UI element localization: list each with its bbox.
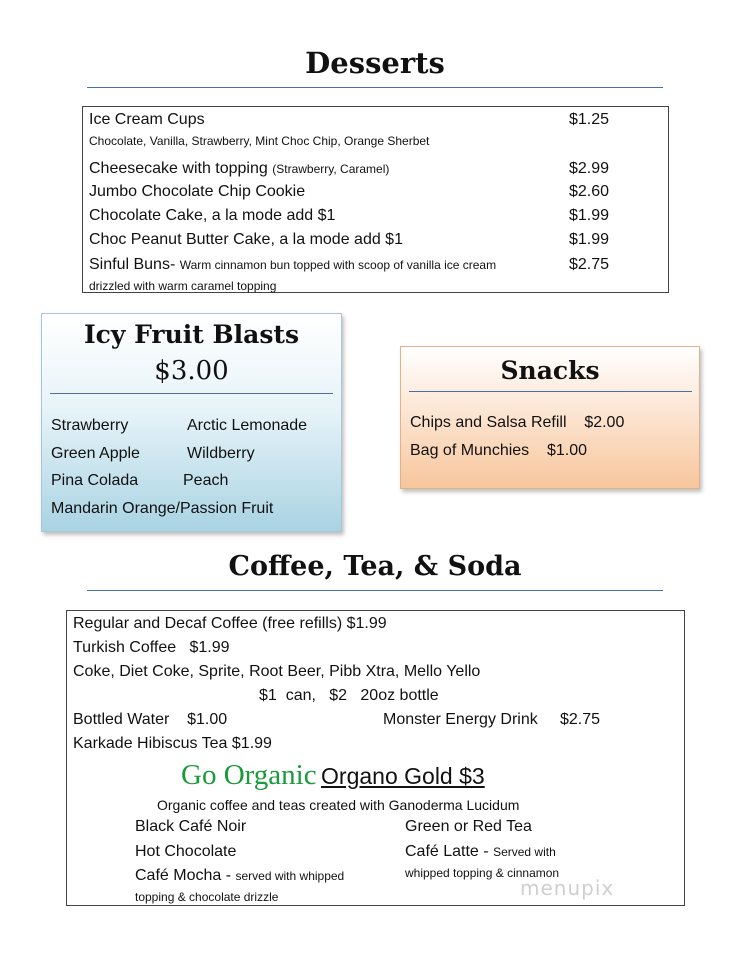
coffee-line: Karkade Hibiscus Tea $1.99 xyxy=(73,735,272,752)
coffee-line: Turkish Coffee $1.99 xyxy=(73,639,230,656)
organic-item-row xyxy=(405,842,556,862)
organic-item: Hot Chocolate xyxy=(135,843,237,860)
dessert-item-name: Choc Peanut Butter Cake, a la mode add $1 xyxy=(89,231,403,248)
organic-item-note: whipped topping & cinnamon xyxy=(405,866,560,880)
snack-item xyxy=(410,413,624,433)
icy-flavor: Strawberry xyxy=(51,417,129,434)
dessert-item-price: $1.25 xyxy=(569,111,610,128)
organic-item: Green or Red Tea xyxy=(405,818,532,835)
coffee-line: $1 can, $2 20oz bottle xyxy=(259,687,439,704)
coffee-box xyxy=(66,610,685,906)
snacks-panel xyxy=(400,346,700,489)
icy-flavor: Wildberry xyxy=(187,445,255,462)
icy-title: Icy Fruit Blasts xyxy=(83,320,300,349)
organic-item: Café Latte - xyxy=(405,843,489,860)
desserts-rule xyxy=(87,87,663,88)
dessert-item-row xyxy=(89,255,496,275)
organic-item: Café Mocha - xyxy=(135,867,232,884)
coffee-title: Coffee, Tea, & Soda xyxy=(228,551,522,582)
dessert-item-name: Sinful Buns- xyxy=(89,256,176,273)
organic-item-note: served with whipped xyxy=(235,869,345,883)
organic-heading xyxy=(181,759,485,792)
icy-flavor: Green Apple xyxy=(51,445,140,462)
snacks-rule xyxy=(409,391,692,392)
icy-rule xyxy=(50,393,333,394)
dessert-item-price: $1.99 xyxy=(569,207,610,224)
dessert-item-price: $1.99 xyxy=(569,231,610,248)
icy-flavor: Arctic Lemonade xyxy=(187,417,308,434)
coffee-line: Bottled Water $1.00 xyxy=(73,711,228,728)
snacks-title: Snacks xyxy=(500,356,600,385)
dessert-item-note: (Strawberry, Caramel) xyxy=(272,162,390,176)
organic-item: Black Café Noir xyxy=(135,818,247,835)
snack-item-price: $2.00 xyxy=(584,414,625,431)
icy-fruit-blasts-panel xyxy=(41,313,342,532)
organic-item-row xyxy=(135,866,344,886)
coffee-line: Monster Energy Drink $2.75 xyxy=(383,711,600,728)
dessert-item-name: Cheesecake with topping xyxy=(89,160,268,177)
organic-item-note: Served with xyxy=(493,845,556,859)
dessert-item-note: Warm cinnamon bun topped with scoop of vanilla ice cream xyxy=(179,258,497,272)
organo-gold-label: Organo Gold $3 xyxy=(321,763,485,789)
desserts-title: Desserts xyxy=(305,46,445,80)
dessert-item-price: $2.75 xyxy=(569,256,610,273)
icy-price: $3.00 xyxy=(154,356,229,386)
dessert-item-name: Chocolate Cake, a la mode add $1 xyxy=(89,207,336,224)
snack-item-name: Chips and Salsa Refill xyxy=(410,414,567,431)
coffee-line: Regular and Decaf Coffee (free refills) $1.99 xyxy=(73,615,387,632)
icy-flavor: Pina Colada xyxy=(51,472,139,489)
dessert-item-note: Chocolate, Vanilla, Strawberry, Mint Choc Chip, Orange Sherbet xyxy=(89,134,430,148)
snack-item-price: $1.00 xyxy=(546,442,588,459)
dessert-item-name: Ice Cream Cups xyxy=(89,111,205,128)
icy-flavor: Mandarin Orange/Passion Fruit xyxy=(51,500,274,517)
snack-item-name: Bag of Munchies xyxy=(410,442,530,459)
organic-description: Organic coffee and teas created with Ganoderma Lucidum xyxy=(157,797,520,813)
go-organic-label: Go Organic xyxy=(181,759,317,791)
watermark-logo: menupix xyxy=(520,876,615,900)
dessert-item-price: $2.99 xyxy=(569,160,610,177)
coffee-rule xyxy=(87,590,663,591)
desserts-box xyxy=(82,106,669,293)
coffee-line: Coke, Diet Coke, Sprite, Root Beer, Pibb Xtra, Mello Yello xyxy=(73,663,481,680)
dessert-item-price: $2.60 xyxy=(569,183,610,200)
organic-item-note: topping & chocolate drizzle xyxy=(135,890,279,904)
snack-item xyxy=(410,441,587,461)
icy-flavor: Peach xyxy=(183,472,229,489)
dessert-item-row xyxy=(89,159,389,179)
dessert-item-note: drizzled with warm caramel topping xyxy=(89,279,277,293)
dessert-item-name: Jumbo Chocolate Chip Cookie xyxy=(89,183,306,200)
